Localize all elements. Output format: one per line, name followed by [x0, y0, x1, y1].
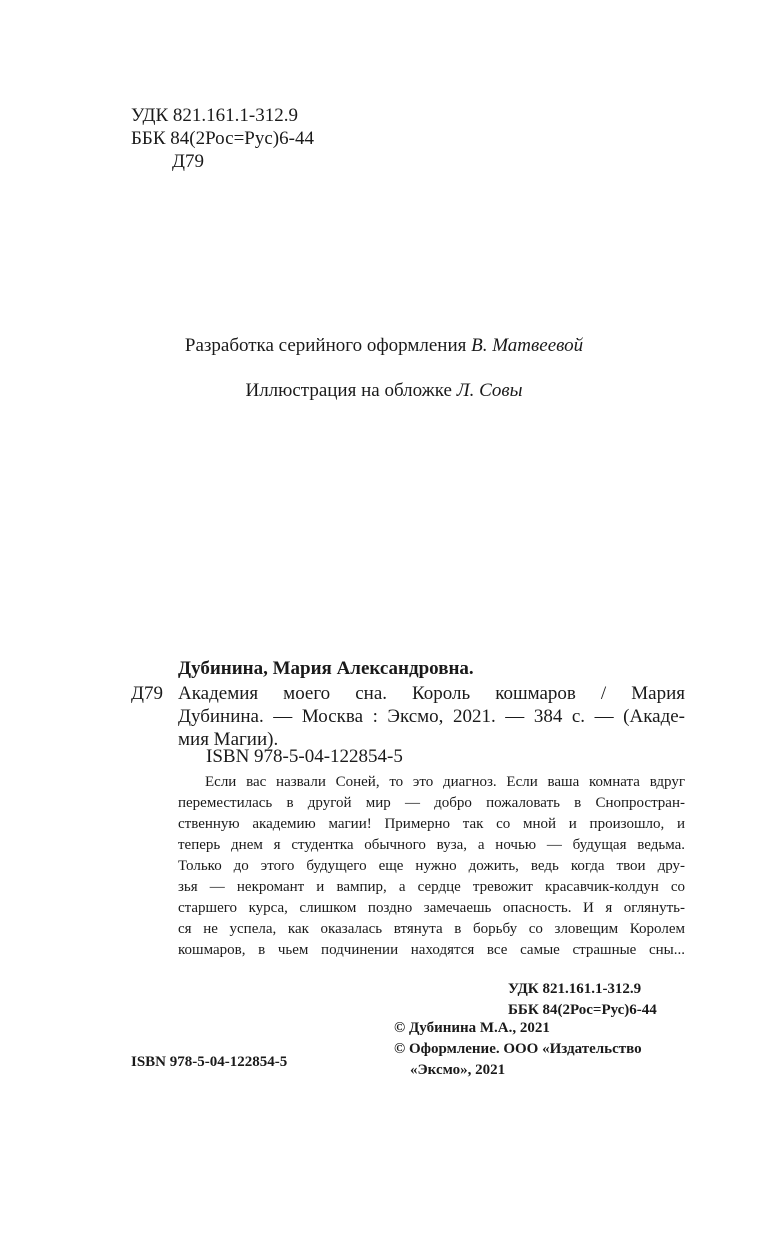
bbk-code-bottom: ББК 84(2Рос=Рус)6-44 — [508, 1002, 657, 1018]
description-line: мия Магии). — [178, 729, 279, 750]
annotation-line: Если вас назвали Соней, то это диагноз. Если ваша комната вдруг — [205, 774, 685, 790]
series-design-label: Разработка серийного оформления — [184, 335, 467, 356]
record-description — [178, 682, 685, 751]
description-line: Академия моего сна. Король кошмаров / Мария — [178, 683, 685, 704]
annotation-line: переместилась в другой мир — добро пожаловать в Снопростран- — [178, 795, 685, 811]
record-isbn: ISBN 978-5-04-122854-5 — [206, 746, 403, 767]
annotation-line: ственную академию магии! Примерно так со мной и произошло, и — [178, 816, 685, 832]
cover-illustration-name: Л. Совы — [456, 380, 523, 401]
author-heading: Дубинина, Мария Александровна. — [178, 658, 474, 679]
description-line: Дубинина. — Москва : Эксмо, 2021. — 384 с. — (Акаде- — [178, 706, 685, 727]
series-design-credit — [0, 335, 768, 357]
annotation-line: ся не успела, как оказалась втянута в борьбу со зловещим Королем — [178, 921, 685, 937]
copyright-design: © Оформление. ООО «Издательство — [394, 1041, 642, 1057]
annotation-line: старшего курса, слишком поздно замечаешь опасность. И я оглянуть- — [178, 900, 685, 916]
cover-illustration-credit — [0, 380, 768, 402]
copyright-author: © Дубинина М.А., 2021 — [394, 1020, 550, 1036]
copyright-publisher: «Эксмо», 2021 — [410, 1062, 506, 1078]
bbk-code: ББК 84(2Рос=Рус)6-44 — [131, 128, 314, 149]
series-design-name: В. Матвеевой — [471, 335, 584, 356]
cover-illustration-label: Иллюстрация на обложке — [245, 380, 452, 401]
record-mark: Д79 — [131, 683, 163, 704]
annotation-line: зья — некромант и вампир, а сердце тревожит красавчик-колдун со — [178, 879, 685, 895]
udk-code-bottom: УДК 821.161.1-312.9 — [508, 981, 642, 997]
udk-code: УДК 821.161.1-312.9 — [131, 105, 298, 126]
annotation-line: кошмаров, в чьем подчинении находятся все самые страшные сны... — [178, 942, 685, 958]
annotation-line: теперь днем я студентка обычного вуза, а ночью — будущая ведьма. — [178, 837, 685, 853]
isbn-bottom: ISBN 978-5-04-122854-5 — [131, 1054, 288, 1070]
author-mark: Д79 — [172, 151, 204, 172]
annotation — [178, 772, 685, 961]
annotation-line: Только до этого будущего еще нужно дожить, ведь когда твои дру- — [178, 858, 685, 874]
